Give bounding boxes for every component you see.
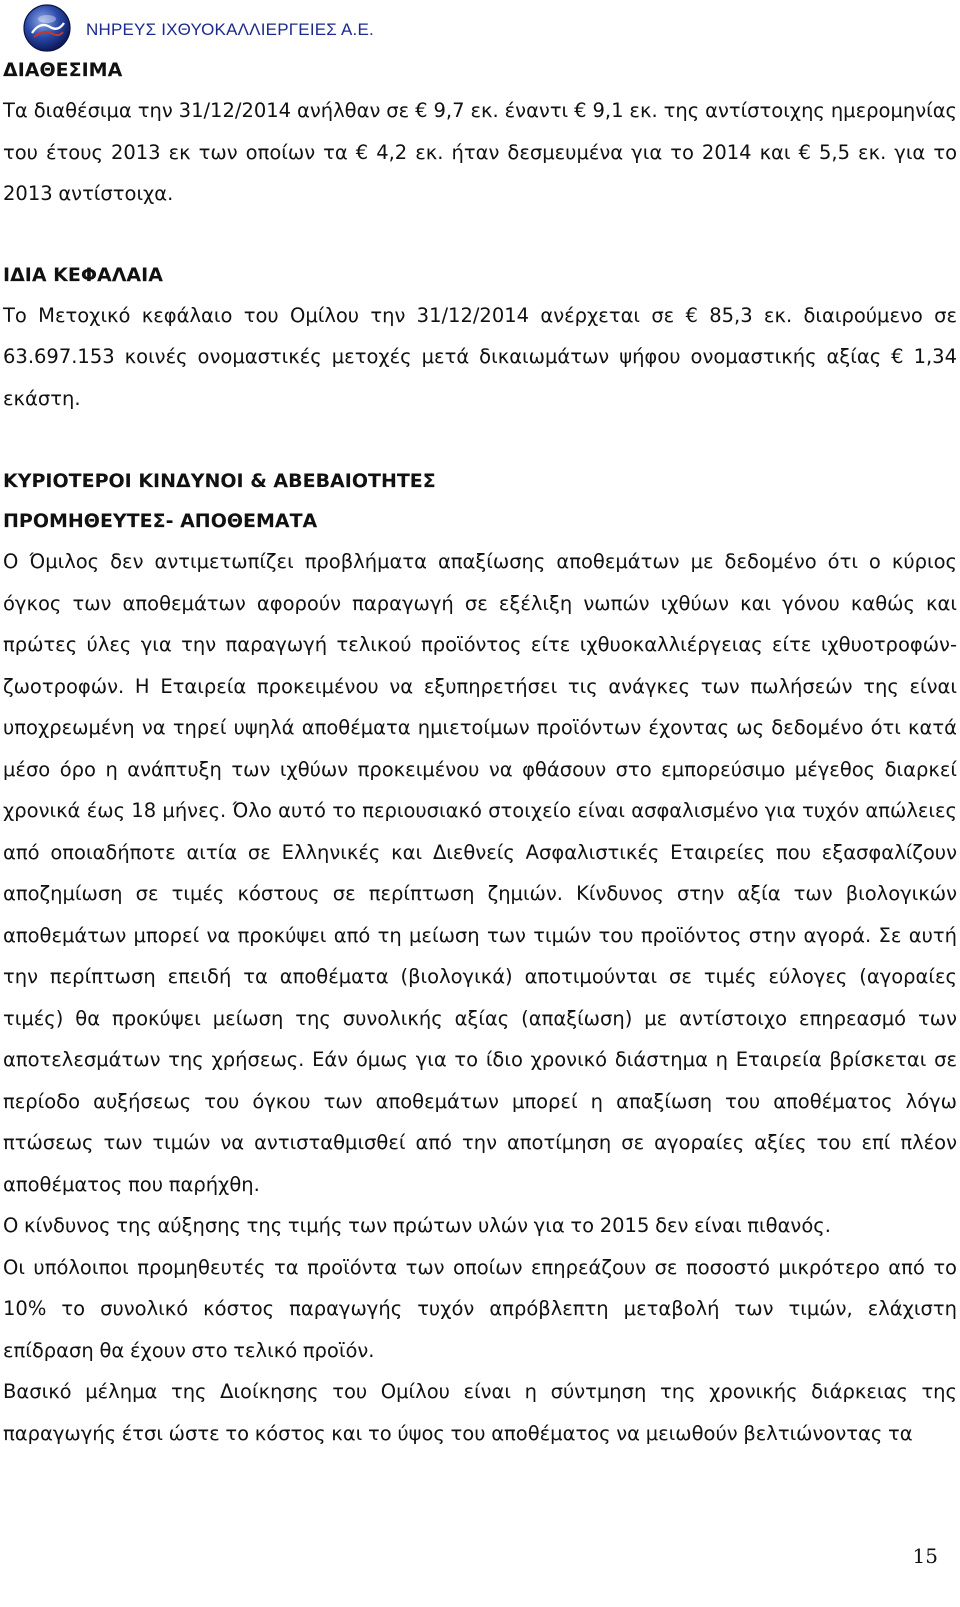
cash-paragraph: Τα διαθέσιμα την 31/12/2014 ανήλθαν σε € 9,7 εκ. έναντι € 9,1 εκ. της αντίστοιχης ημερομηνίας του έτους 2013 εκ των οποίων τα € 4,2 εκ. ήταν δεσμευμένα για το 2014 και € 5,5 εκ. για το 2013 αντίστοιχα. bbox=[3, 99, 957, 205]
company-globe-logo-icon bbox=[22, 3, 72, 53]
risks-paragraph-4: Βασικό μέλημα της Διοίκησης του Ομίλου είναι η σύντμηση της χρονικής διάρκειας της παραγωγής έτσι ώστε το κόστος και το ύψος του αποθέματος να μειωθούν βελτιώνοντας τα bbox=[3, 1380, 957, 1445]
document-body bbox=[3, 50, 957, 1454]
equity-paragraph: Το Μετοχικό κεφάλαιο του Ομίλου την 31/12/2014 ανέρχεται σε € 85,3 εκ. διαιρούμενο σε 63.697.153 κοινές ονομαστικές μετοχές μετά δικαιωμάτων ψήφου ονομαστικής αξίας € 1,34 εκάστη. bbox=[3, 303, 957, 410]
spacer bbox=[3, 419, 957, 461]
section-title-risks: ΚΥΡΙΟΤΕΡΟΙ ΚΙΝΔΥΝΟΙ & ΑΒΕΒΑΙΟΤΗΤΕΣ bbox=[3, 470, 436, 492]
risks-paragraph-2: Ο κίνδυνος της αύξησης της τιμής των πρώτων υλών για το 2015 δεν είναι πιθανός. bbox=[3, 1214, 831, 1237]
risks-paragraph-3: Οι υπόλοιποι προμηθευτές τα προϊόντα των οποίων επηρεάζουν σε ποσοστό μικρότερο από το 10% το συνολικό κόστος παραγωγής τυχόν απρόβλεπτη μεταβολή των τιμών, ελάχιστη επίδραση θα έχουν στο τελικό προϊόν. bbox=[3, 1255, 957, 1362]
section-title-cash: ΔΙΑΘΕΣΙΜΑ bbox=[3, 59, 123, 81]
page-header bbox=[22, 2, 374, 54]
section-title-equity: ΙΔΙΑ ΚΕΦΑΛΑΙΑ bbox=[3, 263, 163, 286]
spacer bbox=[3, 215, 957, 255]
risks-paragraph-1: Ο Όμιλος δεν αντιμετωπίζει προβλήματα απαξίωσης αποθεμάτων με δεδομένο ότι ο κύριος όγκος των αποθεμάτων αφορούν παραγωγή σε εξέλιξη νωπών ιχθύων και γόνου καθώς και πρώτες ύλες για την παραγωγή τελικού προϊόντος είτε ιχθυοκαλλιέργειας είτε ιχθυοτροφών-ζωοτροφών. Η Εταιρεία προκειμένου να εξυπηρετήσει τις ανάγκες των πωλήσεών της είναι υποχρεωμένη να τηρεί υψηλά αποθέματα ημιετοίμων προϊόντων έχοντας ως δεδομένο ότι κατά μέσο όρο η ανάπτυξη των ιχθύων προκειμένου να φθάσουν στο εμπορεύσιμο μέγεθος διαρκεί χρονικά έως 18 μήνες. Όλο αυτό το περιουσιακό στοιχείο είναι ασφαλισμένο για τυχόν απώλειες από οποιαδήποτε αιτία σε Ελληνικές και Διεθνείς Ασφαλιστικές Εταιρείες που εξασφαλίζουν αποζημίωση σε τιμές κόστους σε περίπτωση ζημιών. Κίνδυνος στην αξία των βιολογικών αποθεμάτων μπορεί να προκύψει από τη μείωση των τιμών του προϊόντος στην αγορά. Σε αυτή την περίπτωση επειδή τα αποθέματα (βιολογικά) αποτιμούνται σε τιμές εύλογες (αγοραίες τιμές) θα προκύψει μείωση της συνολικής αξίας (απαξίωση) με αντίστοιχο επηρεασμό των αποτελεσμάτων της χρήσεως. Εάν όμως για το ίδιο χρονικό διάστημα η Εταιρεία βρίσκεται σε περίοδο αυξήσεως του όγκου των αποθεμάτων μπορεί η απαξίωση του αποθέματος λόγω πτώσεως των τιμών να αντισταθμισθεί από την αποτίμηση σε αγοραίες αξίες του επί πλέον αποθέματος που παρήχθη. bbox=[3, 550, 957, 1196]
company-name: ΝΗΡΕΥΣ ΙΧΘΥΟΚΑΛΛΙΕΡΓΕΙΕΣ Α.Ε. bbox=[86, 20, 374, 39]
section-subtitle-suppliers-inventory: ΠΡΟΜΗΘΕΥΤΕΣ- ΑΠΟΘΕΜΑΤΑ bbox=[3, 510, 318, 532]
page-number: 15 bbox=[912, 1544, 938, 1568]
